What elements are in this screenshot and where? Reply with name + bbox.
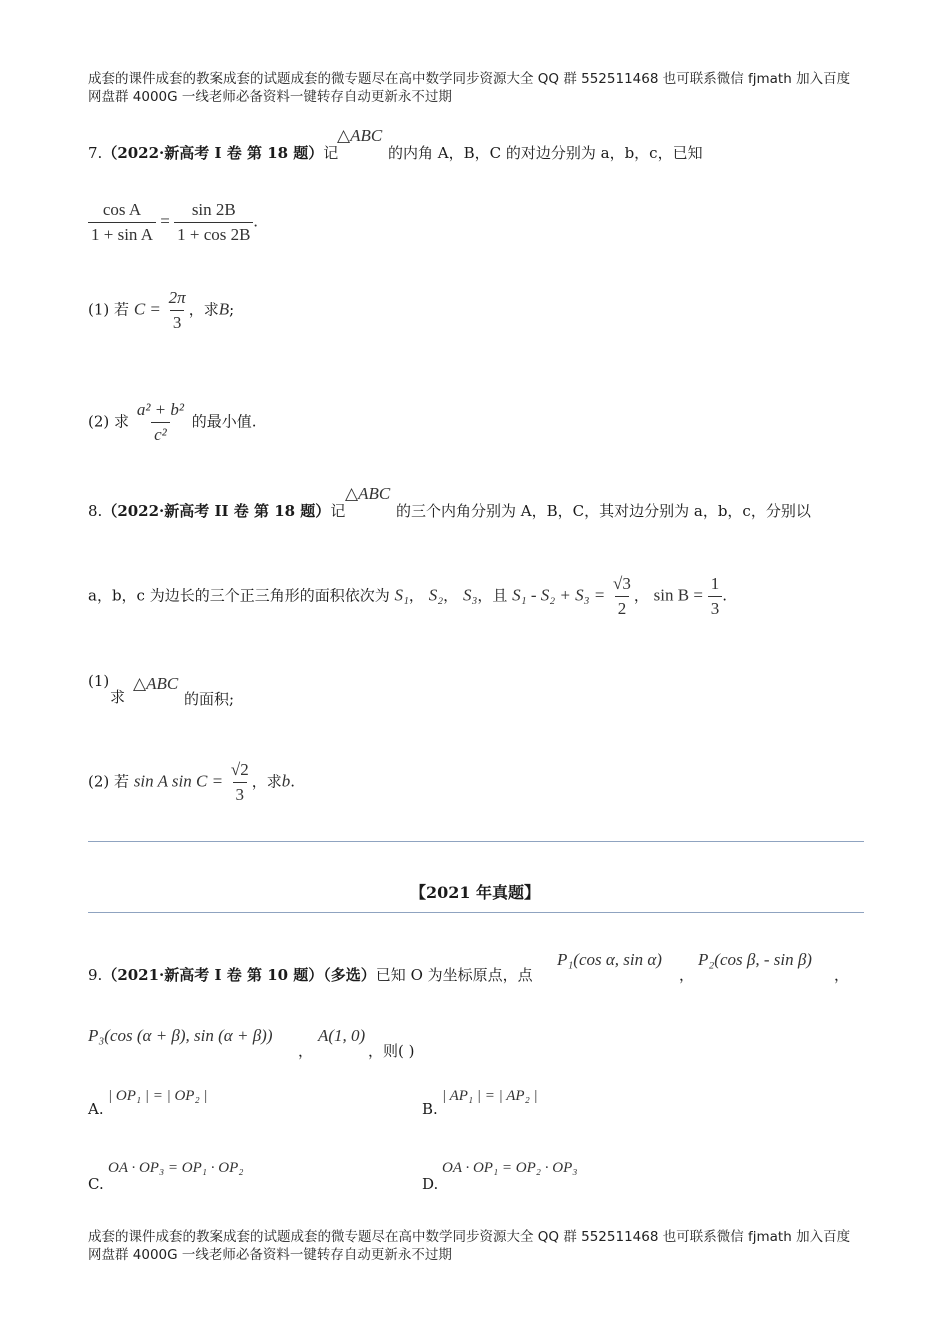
q7-stem: 7.（2022·新高考 I 卷 第 18 题）记 xyxy=(88,144,339,162)
q8-part-1-qiu: 求 xyxy=(110,688,126,706)
q8-p2-frac: $\frac{√2}{3}$ xyxy=(230,760,249,804)
q9-point-p1: P₁(cos α, sin α) xyxy=(557,950,662,969)
q9-text: 已知 O 为坐标原点，点 xyxy=(375,966,533,984)
q7-p1-frac: $\frac{2\pi}{3}$ xyxy=(168,288,186,332)
q7-equation: $\frac{\text{cos A}}{\text{1 + sin A}}$ = $\frac{\sin 2B}{1 + \cos 2B}$ . xyxy=(88,200,258,245)
q8-source: （2022·新高考 II 卷 第 18 题） xyxy=(102,502,331,520)
footer-ad-line-2: 网盘群 4000G 一线老师必备资料一键转存自动更新永不过期 xyxy=(88,1247,452,1263)
q7-eq-right: $\frac{\sin 2B}{1 + \cos 2B}$ xyxy=(174,200,253,245)
q8-part-1-tail: 的面积; xyxy=(184,690,235,708)
q9-option-c-label: C. xyxy=(88,1175,104,1193)
q8-stem: 8.（2022·新高考 II 卷 第 18 题）记 xyxy=(88,502,346,520)
q9-option-b-label: B. xyxy=(422,1100,438,1118)
q7-number: 7. xyxy=(88,144,103,162)
q7-source: （2022·新高考 I 卷 第 18 题） xyxy=(102,144,324,162)
q9-option-d-label: D. xyxy=(422,1175,439,1193)
q9-number: 9. xyxy=(88,966,103,984)
section-rule-bottom xyxy=(88,912,864,913)
q8-eq-frac: $\frac{√3}{2}$ xyxy=(613,574,631,618)
q8-part-1-triangle: △ABC xyxy=(133,674,179,693)
q8-part-1-label: (1) xyxy=(88,672,110,690)
section-rule-top xyxy=(88,841,864,842)
q9-point-a: A(1, 0) xyxy=(318,1026,366,1045)
q9-option-a: | OP₁ | = | OP₂ | xyxy=(108,1088,208,1104)
q9-option-c: OA · OP₃ = OP₁ · OP₂ xyxy=(108,1160,244,1176)
header-ad-line-1: 成套的课件成套的教案成套的试题成套的微专题尽在高中数学同步资源大全 QQ 群 552511468 也可联系微信 fjmath 加入百度 xyxy=(88,71,851,87)
q7-p2-frac: $\frac{\text{a² + b²}}{\text{c²}}$ xyxy=(136,400,184,444)
q9-source: （2021·新高考 I 卷 第 10 题）（多选） xyxy=(102,966,376,984)
q8-line-2: a，b，c 为边长的三个正三角形的面积依次为 S₁， S₂， S₃，且 S₁ - S₂ + S₃ = $\frac{√3}{2}$ ， sin B = $\frac{1}{3}$ . xyxy=(88,574,727,618)
q9-ze: ，则( ) xyxy=(368,1042,415,1060)
q8-number: 8. xyxy=(88,502,103,520)
q7-part-2: (2) 求 $\frac{\text{a² + b²}}{\text{c²}}$ 的最小值. xyxy=(88,400,257,444)
q8-triangle: △ABC xyxy=(345,484,391,503)
q9-point-p2: P₂(cos β, - sin β) xyxy=(698,950,812,969)
q9-stem xyxy=(88,964,533,985)
q7-eq-left: $\frac{\text{cos A}}{\text{1 + sin A}}$ xyxy=(88,200,156,245)
q9-point-p3: P₃(cos (α + β), sin (α + β)) xyxy=(88,1026,273,1045)
q9-option-a-label: A. xyxy=(88,1100,104,1118)
q7-triangle: △ABC xyxy=(337,126,383,145)
q9-option-d: OA · OP₁ = OP₂ · OP₃ xyxy=(442,1160,578,1176)
q9-option-b: | AP₁ | = | AP₂ | xyxy=(442,1088,538,1104)
footer-ad-line-1: 成套的课件成套的教案成套的试题成套的微专题尽在高中数学同步资源大全 QQ 群 552511468 也可联系微信 fjmath 加入百度 xyxy=(88,1229,851,1245)
q8-part-2: (2) 若 sin A sin C = $\frac{√2}{3}$ ，求b. xyxy=(88,760,295,804)
q7-part-1: (1) 若 C = $\frac{2\pi}{3}$ ，求B; xyxy=(88,288,235,332)
section-title: 【2021 年真题】 xyxy=(409,883,541,902)
header-ad-line-2: 网盘群 4000G 一线老师必备资料一键转存自动更新永不过期 xyxy=(88,89,452,105)
q7-stem-text: 的内角 A，B，C 的对边分别为 a，b，c，已知 xyxy=(388,144,703,162)
q8-sinb-frac: $\frac{1}{3}$ xyxy=(708,574,723,619)
q8-stem-text: 的三个内角分别为 A，B，C，其对边分别为 a，b，c，分别以 xyxy=(396,502,811,520)
